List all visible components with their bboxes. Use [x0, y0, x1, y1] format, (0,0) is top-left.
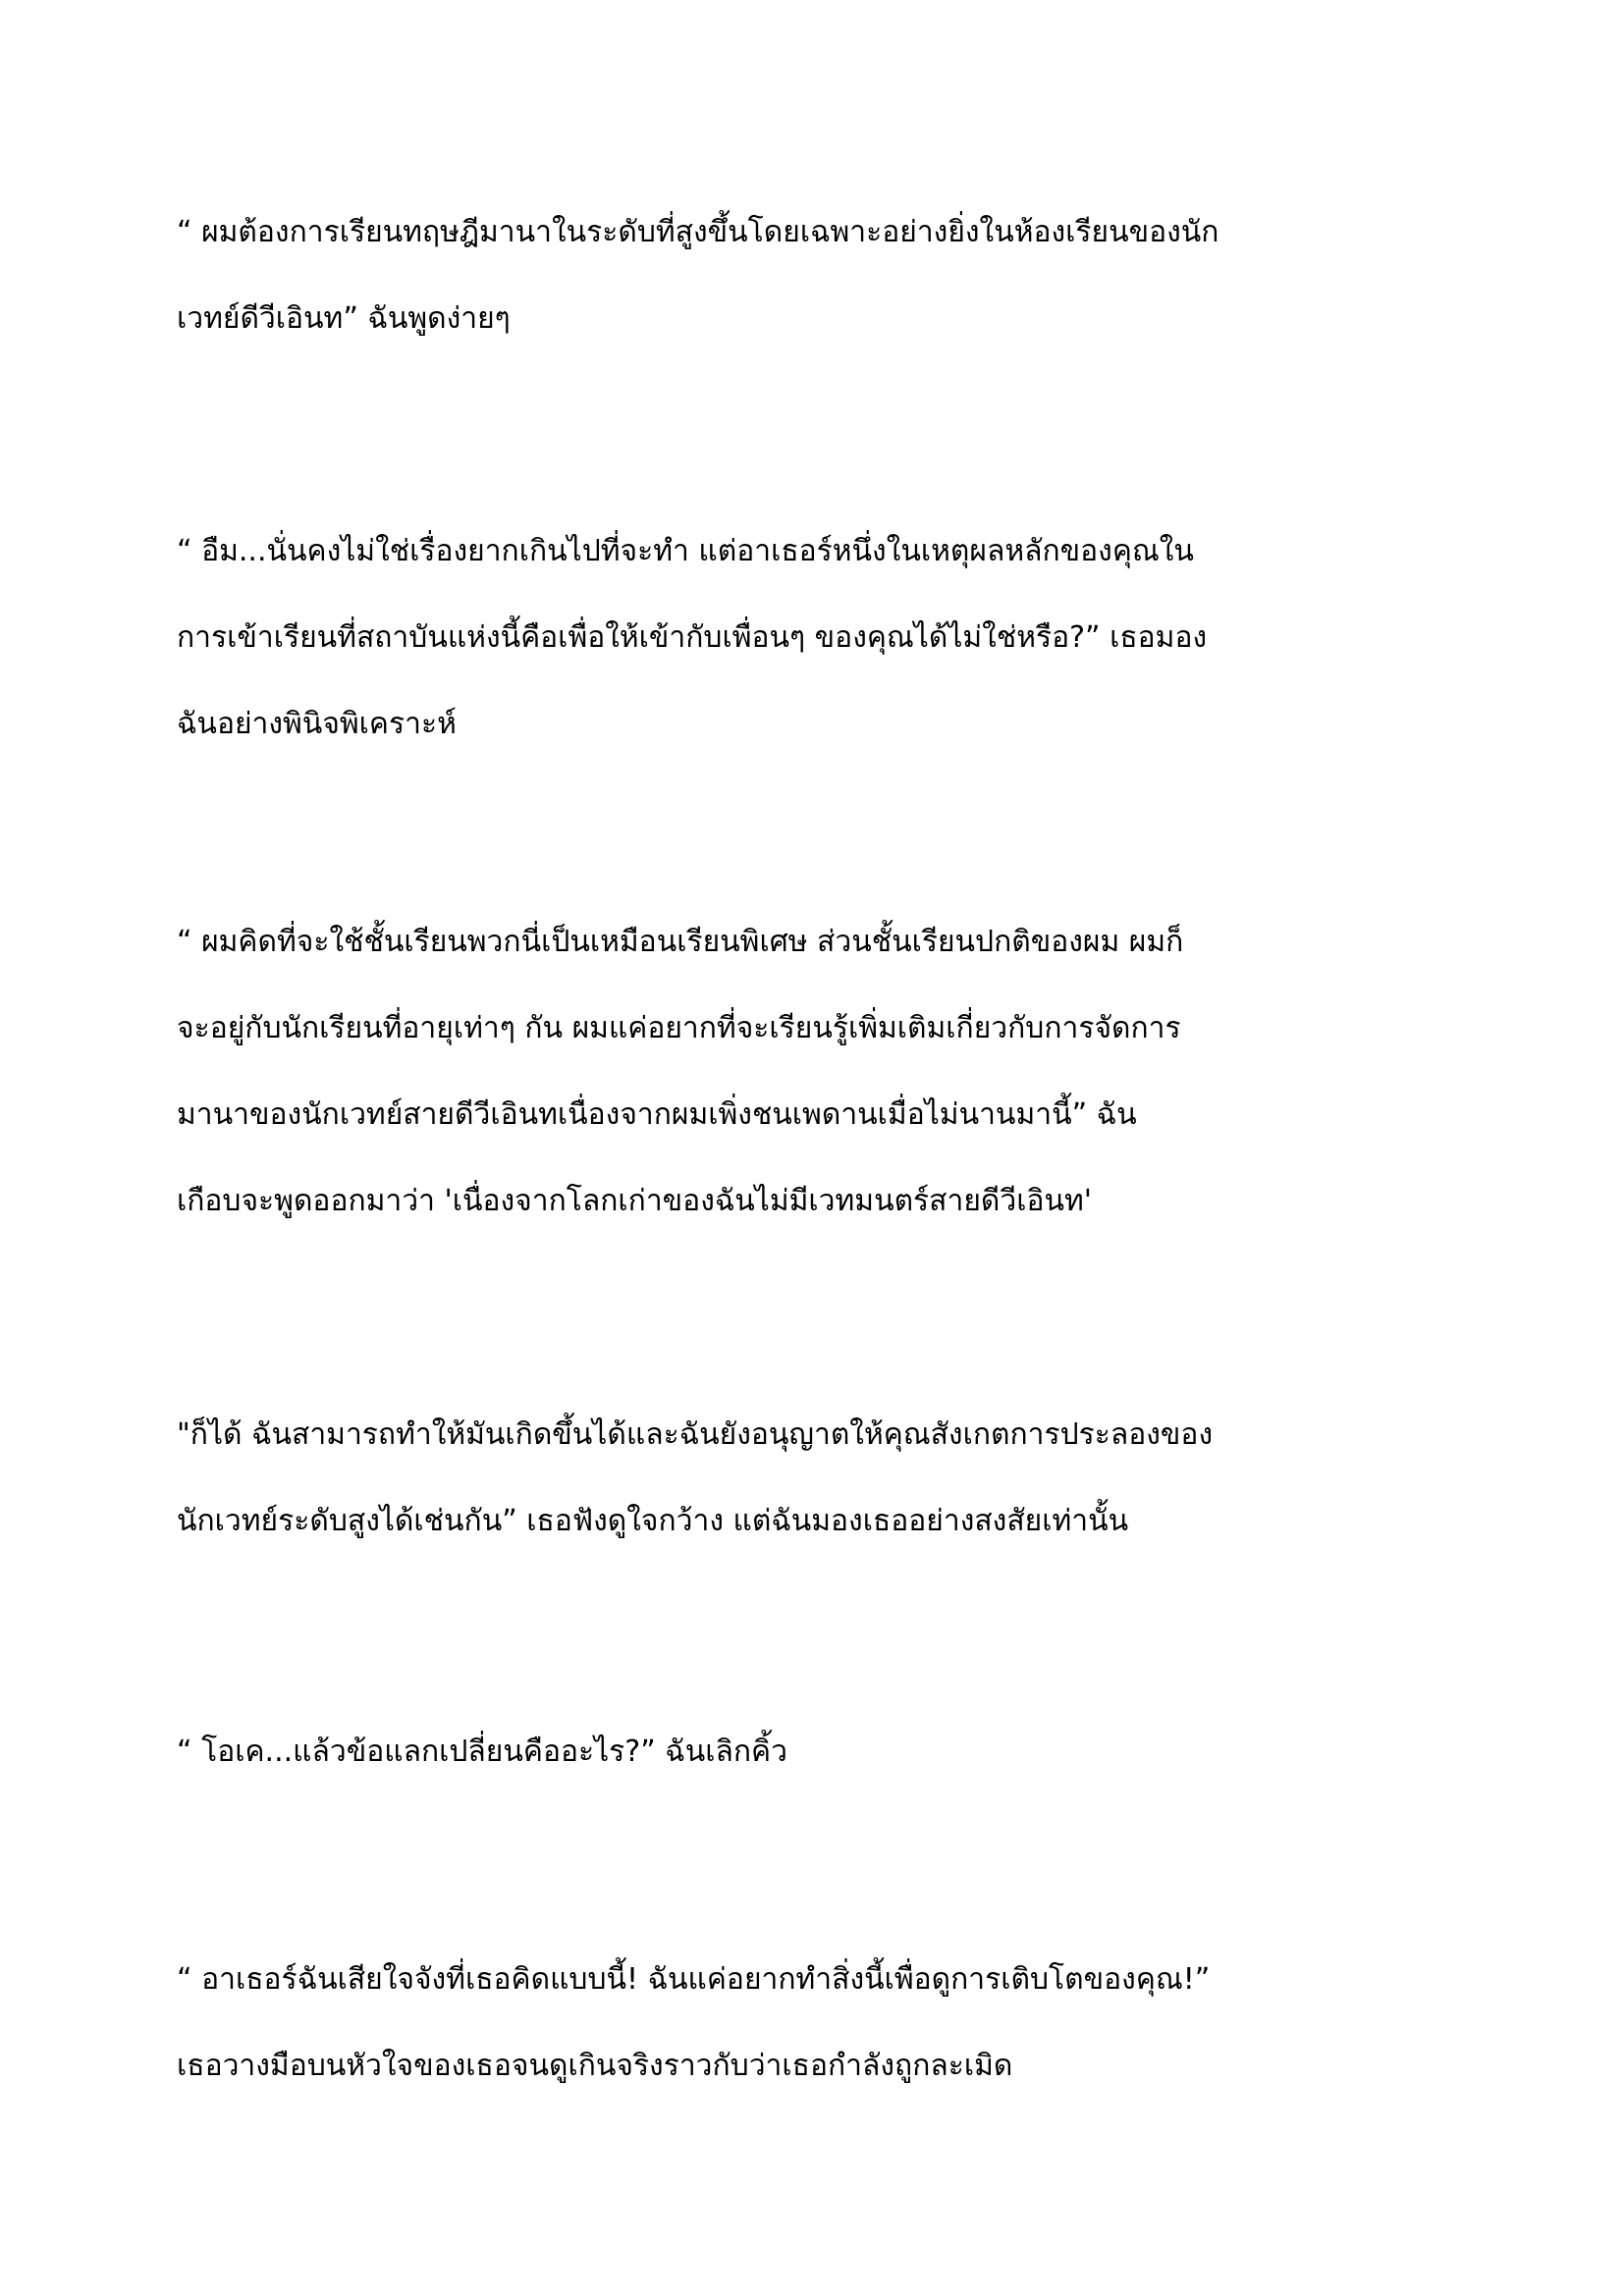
text-line: “ ผมต้องการเรียนทฤษฎีมานาในระดับที่สูงขึ้นโดยเฉพาะอย่างยิ่งในห้องเรียนของนัก [177, 215, 1219, 249]
text-line: “ โอเค...แล้วข้อแลกเปลี่ยนคืออะไร?” ฉันเลิกคิ้ว [177, 1735, 787, 1769]
paragraph-1 [177, 189, 1453, 362]
text-line: จะอยู่กับนักเรียนที่อายุเท่าๆ กัน ผมแค่อยากที่จะเรียนรู้เพิ่มเติมเกี่ยวกับการจัดการ [177, 1011, 1181, 1045]
text-line: “ อาเธอร์ฉันเสียใจจังที่เธอคิดแบบนี้! ฉันแค่อยากทำสิ่งนี้เพื่อดูการเติบโตของคุณ!” [177, 1962, 1211, 1997]
text-line: "ก็ได้ ฉันสามารถทำให้มันเกิดขึ้นได้และฉันยังอนุญาตให้คุณสังเกตการประลองของ [177, 1417, 1214, 1452]
text-line: นักเวทย์ระดับสูงได้เช่นกัน” เธอฟังดูใจกว้าง แต่ฉันมองเธออย่างสงสัยเท่านั้น [177, 1504, 1129, 1538]
text-line: ฉันอย่างพินิจพิเคราะห์ [177, 707, 457, 741]
text-line: “ ผมคิดที่จะใช้ชั้นเรียนพวกนี่เป็นเหมือนเรียนพิเศษ ส่วนชั้นเรียนปกติของผม ผมก็ [177, 925, 1184, 959]
text-line: เกือบจะพูดออกมาว่า 'เนื่องจากโลกเก่าของฉันไม่มีเวทมนตร์สายดีวีเอินท' [177, 1184, 1093, 1218]
text-line: เธอวางมือบนหัวใจของเธอจนดูเกินจริงราวกับว่าเธอกำลังถูกละเมิด [177, 2049, 1013, 2083]
text-line: มานาของนักเวทย์สายดีวีเอินทเนื่องจากผมเพิ่งชนเพดานเมื่อไม่นานมานี้” ฉัน [177, 1097, 1137, 1132]
paragraph-4 [177, 1392, 1453, 1565]
paragraph-6 [177, 1937, 1453, 2109]
paragraph-3 [177, 899, 1453, 1245]
paragraph-2 [177, 508, 1453, 768]
text-line: “ อืม...นั่นคงไม่ใช่เรื่องยากเกินไปที่จะทำ แต่อาเธอร์หนึ่งในเหตุผลหลักของคุณใน [177, 534, 1194, 568]
text-line: เวทย์ดีวีเอินท” ฉันพูดง่ายๆ [177, 301, 511, 336]
paragraph-5 [177, 1709, 1453, 1795]
text-line: การเข้าเรียนที่สถาบันแห่งนี้คือเพื่อให้เข้ากับเพื่อนๆ ของคุณได้ไม่ใช่หรือ?” เธอมอง [177, 620, 1208, 655]
